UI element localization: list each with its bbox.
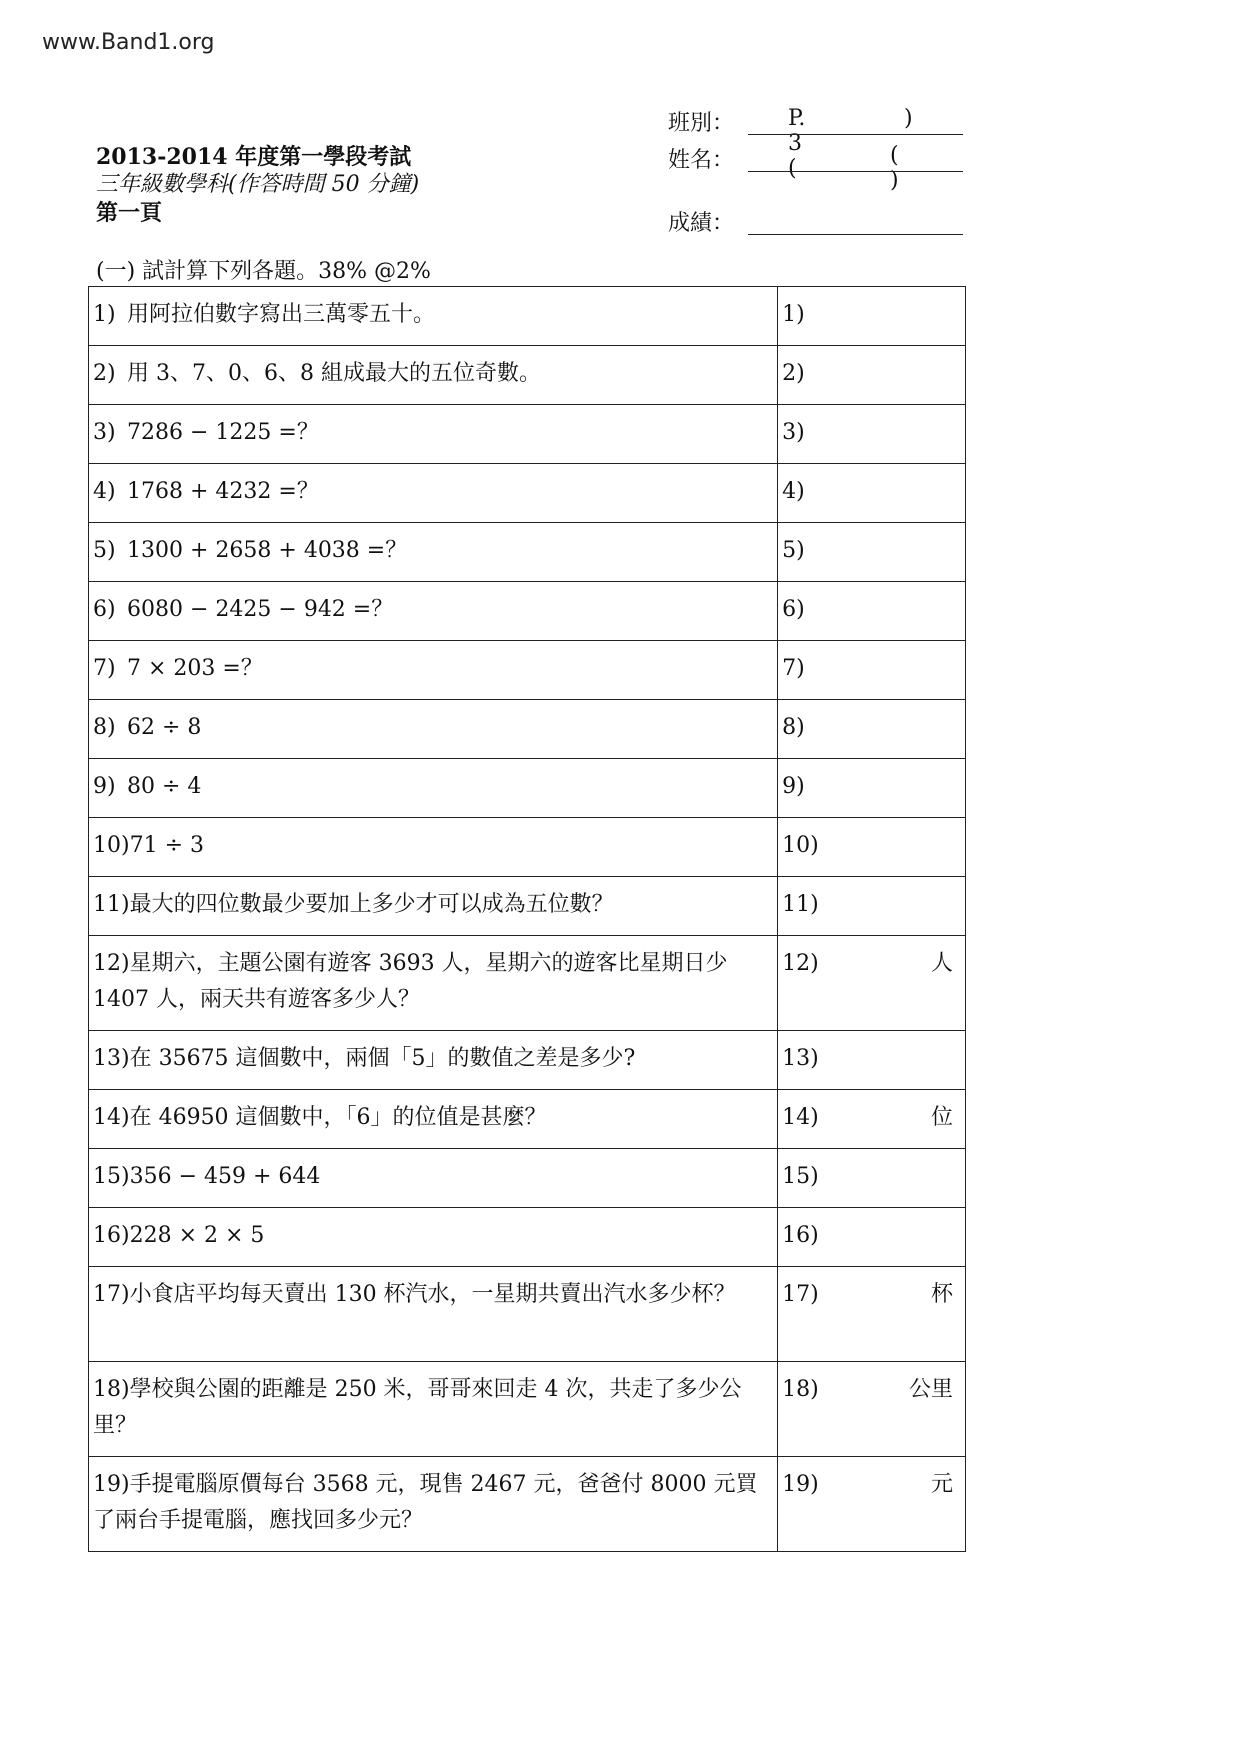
answer-number: 1) bbox=[782, 302, 805, 327]
question-cell bbox=[89, 759, 778, 818]
answer-unit: 位 bbox=[930, 1105, 953, 1130]
question-cell bbox=[89, 641, 778, 700]
question-text: 學校與公園的距離是 250 米，哥哥來回走 4 次，共走了多少公里？ bbox=[93, 1377, 742, 1438]
question-cell bbox=[89, 700, 778, 759]
question-cell bbox=[89, 464, 778, 523]
name-label: 姓名： bbox=[668, 148, 735, 173]
question-cell bbox=[89, 1149, 778, 1208]
question-row bbox=[89, 464, 966, 523]
question-text: 356 − 459 + 644 bbox=[129, 1164, 321, 1189]
question-text: 用 3、7、0、6、8 組成最大的五位奇數。 bbox=[127, 361, 541, 386]
answer-cell[interactable] bbox=[778, 1031, 966, 1090]
question-cell bbox=[89, 346, 778, 405]
page-label: 第一頁 bbox=[96, 200, 163, 226]
class-value: P. 3 ( bbox=[788, 106, 806, 181]
question-row bbox=[89, 1457, 966, 1552]
question-number: 11) bbox=[93, 892, 130, 917]
question-row bbox=[89, 1149, 966, 1208]
watermark: www.Band1.org bbox=[42, 30, 215, 55]
question-cell bbox=[89, 1362, 778, 1457]
question-number: 4) bbox=[93, 479, 116, 504]
question-number: 8) bbox=[93, 715, 116, 740]
question-number: 12) bbox=[93, 951, 130, 976]
score-field bbox=[668, 206, 748, 237]
answer-cell[interactable] bbox=[778, 641, 966, 700]
question-text: 小食店平均每天賣出 130 杯汽水，一星期共賣出汽水多少杯？ bbox=[129, 1282, 736, 1307]
question-row bbox=[89, 523, 966, 582]
question-number: 19) bbox=[93, 1472, 130, 1497]
question-cell bbox=[89, 877, 778, 936]
question-row bbox=[89, 936, 966, 1031]
answer-number: 18) bbox=[782, 1377, 819, 1402]
answer-cell[interactable] bbox=[778, 877, 966, 936]
answer-cell[interactable] bbox=[778, 818, 966, 877]
class-underline bbox=[748, 134, 963, 135]
question-cell bbox=[89, 287, 778, 346]
answer-cell[interactable] bbox=[778, 759, 966, 818]
question-text: 用阿拉伯數字寫出三萬零五十。 bbox=[127, 302, 436, 327]
answer-cell[interactable] bbox=[778, 1090, 966, 1149]
question-row bbox=[89, 818, 966, 877]
question-row bbox=[89, 405, 966, 464]
question-text: 在 46950 這個數中，「6」的位值是甚麼？ bbox=[129, 1105, 547, 1130]
question-cell bbox=[89, 818, 778, 877]
answer-number: 12) bbox=[782, 951, 819, 976]
answer-unit: 杯 bbox=[930, 1282, 953, 1307]
answer-number: 5) bbox=[782, 538, 805, 563]
question-number: 1) bbox=[93, 302, 116, 327]
section-title: (一) 試計算下列各題。38% @2% bbox=[96, 259, 431, 284]
answer-number: 10) bbox=[782, 833, 819, 858]
question-row bbox=[89, 1362, 966, 1457]
question-row bbox=[89, 700, 966, 759]
question-row bbox=[89, 346, 966, 405]
question-text: 7 × 203 =？ bbox=[127, 656, 263, 681]
question-text: 7286 − 1225 =？ bbox=[127, 420, 319, 445]
question-number: 9) bbox=[93, 774, 116, 799]
answer-cell[interactable] bbox=[778, 1362, 966, 1457]
answer-cell[interactable] bbox=[778, 287, 966, 346]
question-text: 6080 − 2425 − 942 =？ bbox=[127, 597, 394, 622]
answer-cell[interactable] bbox=[778, 1149, 966, 1208]
title-block bbox=[96, 143, 419, 227]
answer-cell[interactable] bbox=[778, 464, 966, 523]
question-row bbox=[89, 582, 966, 641]
question-cell bbox=[89, 1208, 778, 1267]
answer-cell[interactable] bbox=[778, 346, 966, 405]
answer-unit: 人 bbox=[930, 951, 953, 976]
question-cell bbox=[89, 936, 778, 1031]
answer-number: 11) bbox=[782, 892, 819, 917]
question-text: 在 35675 這個數中，兩個「5」的數值之差是多少? bbox=[129, 1046, 636, 1071]
answer-cell[interactable] bbox=[778, 1208, 966, 1267]
question-number: 15) bbox=[93, 1164, 130, 1189]
answer-number: 15) bbox=[782, 1164, 819, 1189]
question-number: 16) bbox=[93, 1223, 130, 1248]
question-number: 7) bbox=[93, 656, 116, 681]
answer-cell[interactable] bbox=[778, 936, 966, 1031]
question-row bbox=[89, 287, 966, 346]
question-text: 228 × 2 × 5 bbox=[129, 1223, 265, 1248]
question-cell bbox=[89, 582, 778, 641]
name-underline bbox=[748, 171, 963, 172]
question-number: 18) bbox=[93, 1377, 130, 1402]
question-row bbox=[89, 1208, 966, 1267]
question-number: 14) bbox=[93, 1105, 130, 1130]
question-cell bbox=[89, 1267, 778, 1362]
question-number: 3) bbox=[93, 420, 116, 445]
question-cell bbox=[89, 1090, 778, 1149]
question-text: 80 ÷ 4 bbox=[127, 774, 202, 799]
question-text: 62 ÷ 8 bbox=[127, 715, 202, 740]
question-row bbox=[89, 1267, 966, 1362]
question-text: 星期六，主題公園有遊客 3693 人，星期六的遊客比星期日少 1407 人，兩天共有遊客多少人？ bbox=[93, 951, 728, 1012]
question-cell bbox=[89, 405, 778, 464]
exam-title: 2013-2014 年度第一學段考試 bbox=[96, 144, 412, 170]
answer-cell[interactable] bbox=[778, 405, 966, 464]
question-row bbox=[89, 759, 966, 818]
answer-cell[interactable] bbox=[778, 582, 966, 641]
score-label: 成績： bbox=[668, 211, 735, 236]
question-cell bbox=[89, 1031, 778, 1090]
question-text: 最大的四位數最少要加上多少才可以成為五位數？ bbox=[129, 892, 614, 917]
question-cell bbox=[89, 1457, 778, 1552]
answer-cell[interactable] bbox=[778, 1267, 966, 1362]
answer-number: 9) bbox=[782, 774, 805, 799]
answer-number: 19) bbox=[782, 1472, 819, 1497]
answer-number: 6) bbox=[782, 597, 805, 622]
answer-number: 8) bbox=[782, 715, 805, 740]
question-number: 13) bbox=[93, 1046, 130, 1071]
question-number: 6) bbox=[93, 597, 116, 622]
answer-number: 14) bbox=[782, 1105, 819, 1130]
class-label: 班別： bbox=[668, 111, 735, 136]
answer-cell[interactable] bbox=[778, 523, 966, 582]
subject-line: 三年級數學科(作答時間 50 分鐘) bbox=[96, 172, 420, 197]
name-parens: ( ) bbox=[890, 143, 929, 193]
answer-number: 7) bbox=[782, 656, 805, 681]
answer-number: 17) bbox=[782, 1282, 819, 1307]
question-number: 2) bbox=[93, 361, 116, 386]
question-number: 17) bbox=[93, 1282, 130, 1307]
answer-number: 16) bbox=[782, 1223, 819, 1248]
question-number: 10) bbox=[93, 833, 130, 858]
answer-number: 3) bbox=[782, 420, 805, 445]
question-number: 5) bbox=[93, 538, 116, 563]
question-cell bbox=[89, 523, 778, 582]
answer-cell[interactable] bbox=[778, 700, 966, 759]
answer-number: 2) bbox=[782, 361, 805, 386]
question-row bbox=[89, 1090, 966, 1149]
score-underline bbox=[748, 234, 963, 235]
question-text: 手提電腦原價每台 3568 元，現售 2467 元，爸爸付 8000 元買了兩台手提電腦，應找回多少元？ bbox=[93, 1472, 758, 1533]
question-text: 71 ÷ 3 bbox=[129, 833, 204, 858]
questions-table bbox=[88, 286, 966, 1552]
question-row bbox=[89, 877, 966, 936]
answer-cell[interactable] bbox=[778, 1457, 966, 1552]
answer-unit: 元 bbox=[930, 1472, 953, 1497]
question-text: 1300 + 2658 + 4038 =？ bbox=[127, 538, 408, 563]
question-text: 1768 + 4232 =？ bbox=[127, 479, 319, 504]
question-row bbox=[89, 641, 966, 700]
answer-number: 13) bbox=[782, 1046, 819, 1071]
class-close: ) bbox=[904, 106, 913, 131]
answer-number: 4) bbox=[782, 479, 805, 504]
answer-unit: 公里 bbox=[908, 1377, 953, 1402]
question-row bbox=[89, 1031, 966, 1090]
